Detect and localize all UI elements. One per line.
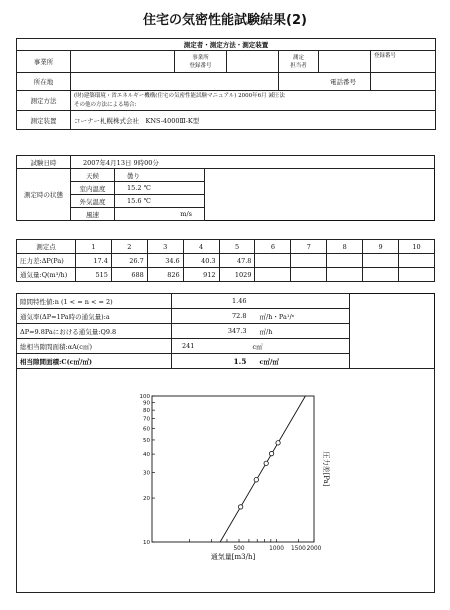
shozaichi-value: [71, 73, 279, 91]
point-header: 2: [111, 240, 147, 254]
section-measurements: [16, 239, 435, 282]
result-label: 相当隙間面積:C(c㎡/㎡): [17, 354, 172, 369]
section-measurer: [16, 38, 436, 130]
page-title: 住宅の気密性能試験結果(2): [143, 13, 307, 28]
dp-cell: 17.4: [76, 254, 112, 268]
result-unit: ㎥/h: [250, 324, 350, 339]
denwa-value: [371, 73, 436, 91]
data-point: [254, 478, 258, 482]
dp-cell: 47.8: [219, 254, 255, 268]
q-cell: [255, 268, 291, 282]
fit-line: [220, 396, 305, 542]
q-label: 通気量:Q(m³/h): [17, 268, 76, 282]
dp-cell: [291, 254, 327, 268]
q-cell: 912: [183, 268, 219, 282]
point-header: 9: [363, 240, 399, 254]
x-tick-label: 2000: [306, 546, 322, 552]
y-tick-label: 10: [143, 540, 150, 546]
dp-cell: [399, 254, 435, 268]
dp-cell: [327, 254, 363, 268]
denwa-label: 電話番号: [279, 73, 371, 91]
point-header: 6: [255, 240, 291, 254]
point-header: 4: [183, 240, 219, 254]
data-point: [238, 505, 242, 509]
q-cell: [327, 268, 363, 282]
y-tick-label: 40: [143, 452, 150, 459]
point-header: 10: [399, 240, 435, 254]
y-tick-label: 60: [143, 426, 150, 433]
dp-label: 圧力差:ΔP(Pa): [17, 254, 76, 268]
dp-cell: [255, 254, 291, 268]
point-label: 測定点: [17, 240, 76, 254]
tantosha-value: [319, 51, 371, 73]
shozaichi-label: 所在地: [17, 73, 71, 91]
result-unit: c㎡: [250, 339, 350, 354]
fusoku-label: 風速: [71, 208, 115, 221]
x-tick-label: 500: [233, 546, 245, 552]
point-header: 1: [76, 240, 112, 254]
tantosha-label: 測定 担当者: [279, 51, 319, 73]
result-label: ΔP=9.8Paにおける通気量:Q9.8: [17, 324, 172, 339]
result-unit: [250, 294, 350, 309]
tenki-label: 天候: [71, 169, 115, 182]
point-header: 3: [147, 240, 183, 254]
y-tick-label: 80: [143, 408, 150, 415]
q-cell: 826: [147, 268, 183, 282]
result-value: 241: [172, 339, 250, 354]
data-point: [264, 461, 268, 465]
nichiji-label: 試験日時: [17, 156, 71, 169]
dp-cell: 26.7: [111, 254, 147, 268]
q-cell: 688: [111, 268, 147, 282]
jigyosho-value: [71, 51, 175, 73]
sokutei-hoho-value: [71, 91, 436, 111]
q-cell: 1029: [219, 268, 255, 282]
jigyosho-toroku-value: [227, 51, 279, 73]
y-tick-label: 30: [143, 470, 150, 477]
section1-header: 測定者・測定方法・測定装置: [17, 39, 436, 51]
y-tick-label: 100: [139, 394, 150, 400]
q-cell: 515: [76, 268, 112, 282]
result-value: 1.5: [172, 354, 250, 369]
airtightness-chart: [90, 388, 358, 566]
q-cell: [363, 268, 399, 282]
result-value: 1.46: [172, 294, 250, 309]
data-point: [269, 451, 273, 455]
y-tick-label: 90: [143, 400, 150, 407]
y-tick-label: 20: [143, 496, 150, 503]
fusoku-value: m/s: [115, 208, 205, 221]
gaiki-value: 15.6 ℃: [115, 195, 205, 208]
dp-cell: 34.6: [147, 254, 183, 268]
toroku-bango-label: 登録番号: [371, 51, 436, 73]
device-value: コーナー札幌株式会社 KNS-4000Ⅲ-K型: [71, 111, 436, 130]
gaiki-label: 外気温度: [71, 195, 115, 208]
nichiji-value: 2007年4月13日 9時00分: [71, 156, 435, 169]
sokutei-hoho-label: 測定方法: [17, 91, 71, 111]
point-header: 8: [327, 240, 363, 254]
method-line-2: その他の方法による場合:: [74, 101, 137, 108]
x-tick-label: 1500: [291, 546, 306, 552]
shitsunai-value: 15.2 ℃: [115, 182, 205, 195]
x-axis-label: 通気量[m3/h]: [210, 553, 256, 561]
tenki-value: 曇り: [115, 169, 205, 182]
result-unit: c㎡/㎡: [250, 354, 350, 369]
dp-cell: [363, 254, 399, 268]
data-point: [276, 441, 280, 445]
jigyosho-label: 事業所: [17, 51, 71, 73]
jigyosho-toroku-label: 事業所 登録番号: [175, 51, 227, 73]
y-tick-label: 70: [143, 416, 150, 423]
result-label: 総相当隙間面積:αA(c㎡): [17, 339, 172, 354]
point-header: 7: [291, 240, 327, 254]
method-line-1: (財)建築環境・省エネルギー機構(住宅の気密性能試験マニュアル) 2000年6月 減圧法: [74, 92, 285, 99]
result-value: 347.3: [172, 324, 250, 339]
y-tick-label: 50: [143, 437, 150, 444]
result-unit: ㎥/h・Pa¹/ⁿ: [250, 309, 350, 324]
result-value: 72.8: [172, 309, 250, 324]
result-label: 通気率(ΔP=1Pa時の通気量):a: [17, 309, 172, 324]
y-axis-label: 圧力差[Pa]: [322, 451, 330, 487]
sokutei-sochi-label: 測定装置: [17, 111, 71, 130]
result-label: 隙間特性値:n (1 < = n < = 2): [17, 294, 172, 309]
x-tick-label: 1000: [269, 546, 284, 552]
q-cell: [291, 268, 327, 282]
section-conditions: [16, 155, 435, 221]
q-cell: [399, 268, 435, 282]
dp-cell: 40.3: [183, 254, 219, 268]
jotai-label: 測定時の状態: [17, 169, 71, 221]
shitsunai-label: 室内温度: [71, 182, 115, 195]
point-header: 5: [219, 240, 255, 254]
